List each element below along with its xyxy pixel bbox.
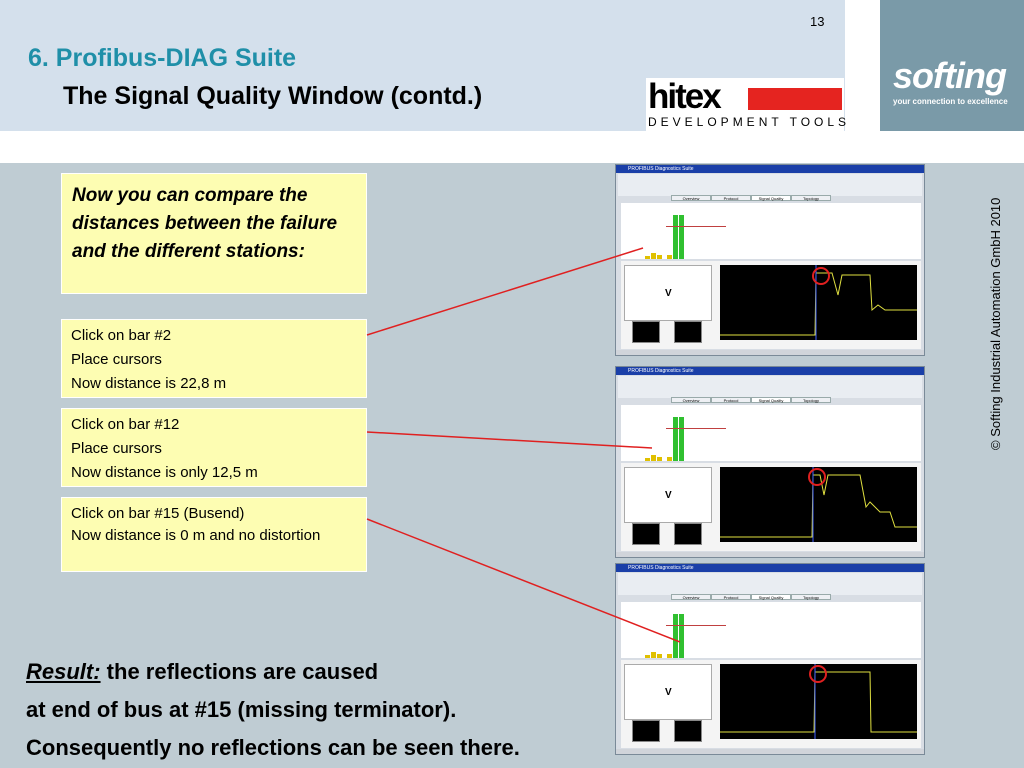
- window-title: PROFIBUS Diagnostics Suite: [628, 368, 694, 374]
- step-line: Place cursors: [71, 440, 162, 457]
- softing-logo: softing: [893, 55, 1006, 96]
- tab-overview: Overview: [671, 594, 711, 600]
- result-line2: at end of bus at #15 (missing terminator).: [26, 697, 457, 722]
- arrow-line: [367, 248, 643, 335]
- tab-protocol: Protocol: [711, 594, 751, 600]
- page-number: 13: [810, 14, 825, 29]
- result-line3: Consequently no reflections can be seen there.: [26, 735, 520, 760]
- intro-note: Now you can compare the distances between the failure and the different stations:: [61, 173, 367, 294]
- tab-signal-quality: Signal Quality: [751, 397, 791, 403]
- arrow-line: [367, 432, 652, 448]
- tab-overview: Overview: [671, 397, 711, 403]
- tab-protocol: Protocol: [711, 195, 751, 201]
- tab-topology: Topology: [791, 594, 831, 600]
- gauge-symbol: V: [665, 490, 672, 501]
- tab-protocol: Protocol: [711, 397, 751, 403]
- softing-tagline: your connection to excellence: [893, 97, 1008, 106]
- gauge-symbol: V: [665, 687, 672, 698]
- hitex-logo-subtitle: DEVELOPMENT TOOLS: [648, 115, 851, 129]
- slide-subtitle: The Signal Quality Window (contd.): [63, 82, 483, 110]
- window-title: PROFIBUS Diagnostics Suite: [628, 166, 694, 172]
- tab-signal-quality: Signal Quality: [751, 594, 791, 600]
- step-line: Click on bar #2: [71, 327, 172, 344]
- tab-topology: Topology: [791, 397, 831, 403]
- tab-signal-quality: Signal Quality: [751, 195, 791, 201]
- step-line: Now distance is 22,8 m: [71, 375, 227, 392]
- step-line: Now distance is only 12,5 m: [71, 464, 258, 481]
- hitex-logo-word: hitex: [648, 77, 720, 116]
- tab-topology: Topology: [791, 195, 831, 201]
- arrow-line: [367, 519, 680, 642]
- slide-title: 6. Profibus-DIAG Suite: [28, 44, 297, 72]
- gauge-symbol: V: [665, 288, 672, 299]
- window-title: PROFIBUS Diagnostics Suite: [628, 565, 694, 571]
- step-line: Now distance is 0 m and no distortion: [71, 527, 321, 544]
- tab-overview: Overview: [671, 195, 711, 201]
- copyright-text: © Softing Industrial Automation GmbH 2010: [988, 197, 1003, 450]
- step-line: Place cursors: [71, 351, 162, 368]
- step-line: Click on bar #12: [71, 416, 180, 433]
- result-label: Result:: [26, 659, 101, 684]
- step-line: Click on bar #15 (Busend): [71, 505, 245, 522]
- result-line1: the reflections are caused: [100, 659, 379, 684]
